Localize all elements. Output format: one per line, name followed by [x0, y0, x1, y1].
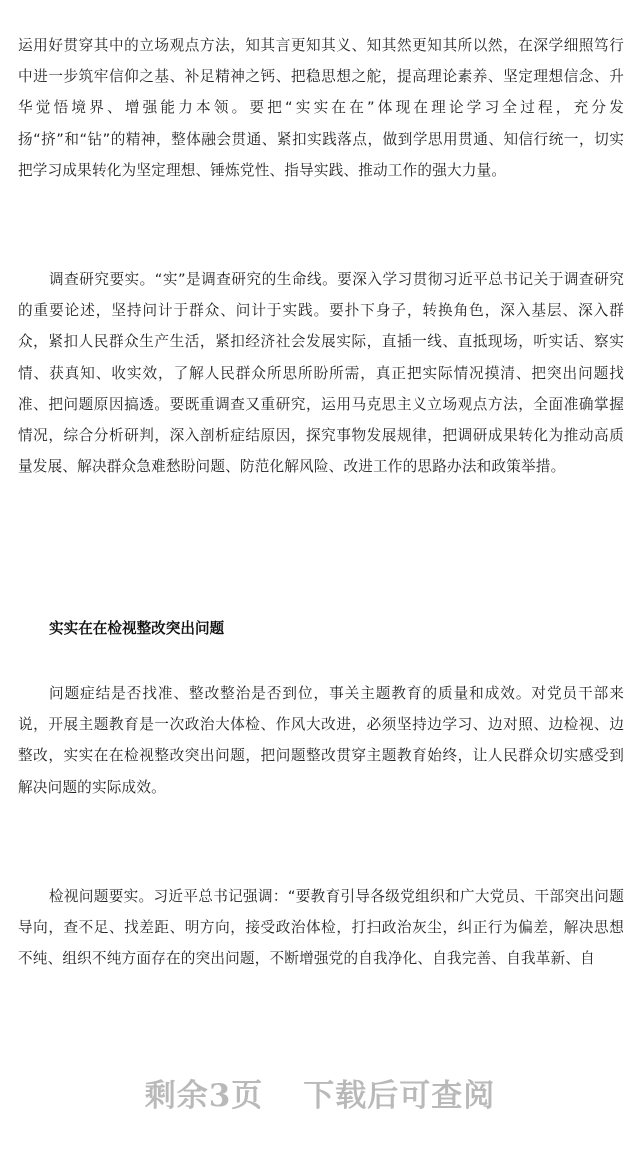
paragraph-research: 调查研究要实。“实”是调查研究的生命线。要深入学习贯彻习近平总书记关于调查研究的重要论述，坚持问计于群众、问计于实践。要扑下身子，转换角色，深入基层、深入群众，紧扣人民群众生产生活，紧扣经济社会发展实际，直插一线、直抵现场，听实话、察实情、获真知、收实效，了解人民群众所思所盼所需，真正把实际情况摸清、把突出问题找准、把问题原因搞透。要既重调查又重研究，运用马克思主义立场观点方法，全面准确掌握情况，综合分析研判，深入剖析症结原因，探究事物发展规律，把调研成果转化为推动高质量发展、解决群众急难愁盼问题、防范化解风险、改进工作的思路办法和政策举措。 [18, 271, 624, 476]
download-banner[interactable] [0, 1062, 640, 1122]
paragraph-theory-study: 运用好贯穿其中的立场观点方法，知其言更知其义、知其然更知其所以然，在深学细照笃行中进一步筑牢信仰之基、补足精神之钙、把稳思想之舵，提高理论素养、坚定理想信念、升华觉悟境界、增强能力本领。要把“实实在在”体现在理论学习全过程，充分发扬“挤”和“钻”的精神，整体融会贯通、紧扣实践落点，做到学思用贯通、知信行统一，切实把学习成果转化为坚定理想、锤炼党性、指导实践、推动工作的强大力量。 [18, 37, 624, 179]
paragraph-inspection: 检视问题要实。习近平总书记强调：“要教育引导各级党组织和广大党员、干部突出问题导向，查不足、找差距、明方向，接受政治体检，打扫政治灰尘，纠正行为偏差，解决思想不纯、组织不纯方面存在的突出问题，不断增强党的自我净化、自我完善、自我革新、自 [18, 888, 624, 968]
download-to-view-label: 下载后可查阅 [303, 1077, 496, 1114]
remaining-pages-label: 剩余3页 [144, 1077, 264, 1114]
paragraph-problem-rectification: 问题症结是否找准、整改整治是否到位，事关主题教育的质量和成效。对党员干部来说，开展主题教育是一次政治大体检、作风大改进，必须坚持边学习、边对照、边检视、边整改，实实在在检视整改突出问题，把问题整改贯穿主题教育始终，让人民群众切实感受到解决问题的实际成效。 [18, 685, 624, 796]
section-heading: 实实在在检视整改突出问题 [49, 620, 225, 637]
